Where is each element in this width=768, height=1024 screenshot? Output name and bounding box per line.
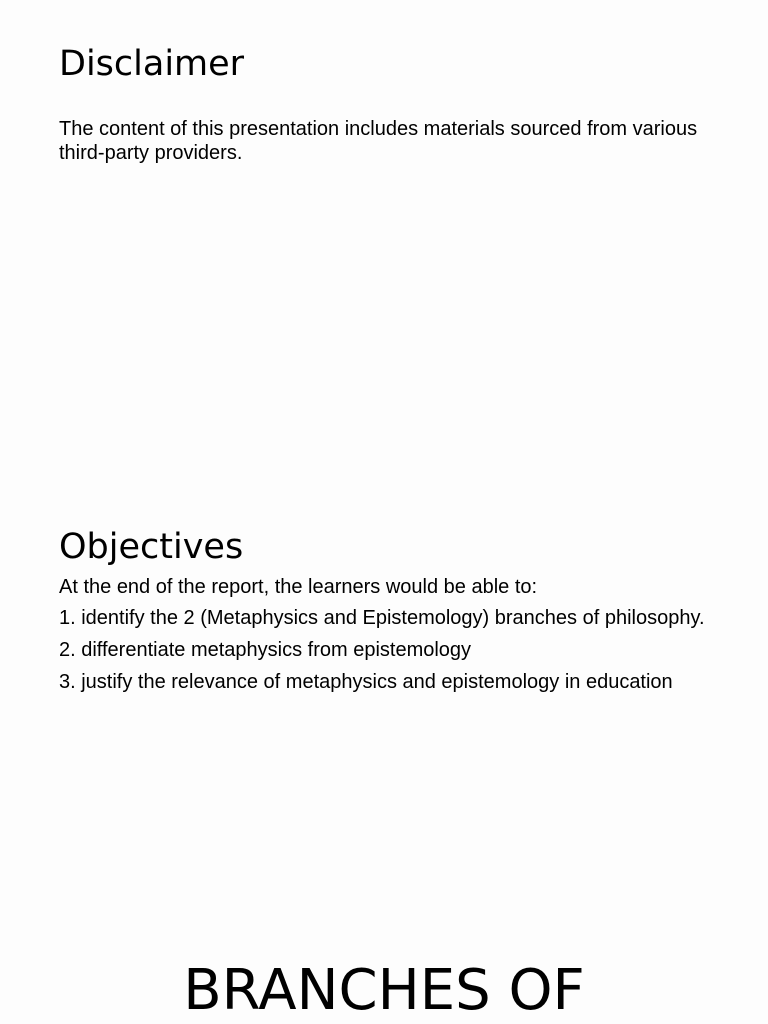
objectives-intro: At the end of the report, the learners would be able to: xyxy=(59,576,538,598)
slide-title: BRANCHES OF xyxy=(183,958,585,1023)
slide-disclaimer xyxy=(0,0,768,480)
objectives-list xyxy=(59,606,719,702)
slide-title: Disclaimer xyxy=(59,44,245,84)
disclaimer-text: The content of this presentation includes materials sourced from various third-party providers. xyxy=(59,118,698,164)
objective-item: 2. differentiate metaphysics from epistemology xyxy=(59,639,472,661)
objective-item: 3. justify the relevance of metaphysics and epistemology in education xyxy=(59,671,673,693)
slide-objectives xyxy=(0,480,768,940)
objective-item: 1. identify the 2 (Metaphysics and Epistemology) branches of philosophy. xyxy=(59,607,705,629)
slide-title: Objectives xyxy=(59,527,244,567)
slide-branches xyxy=(0,940,768,1024)
